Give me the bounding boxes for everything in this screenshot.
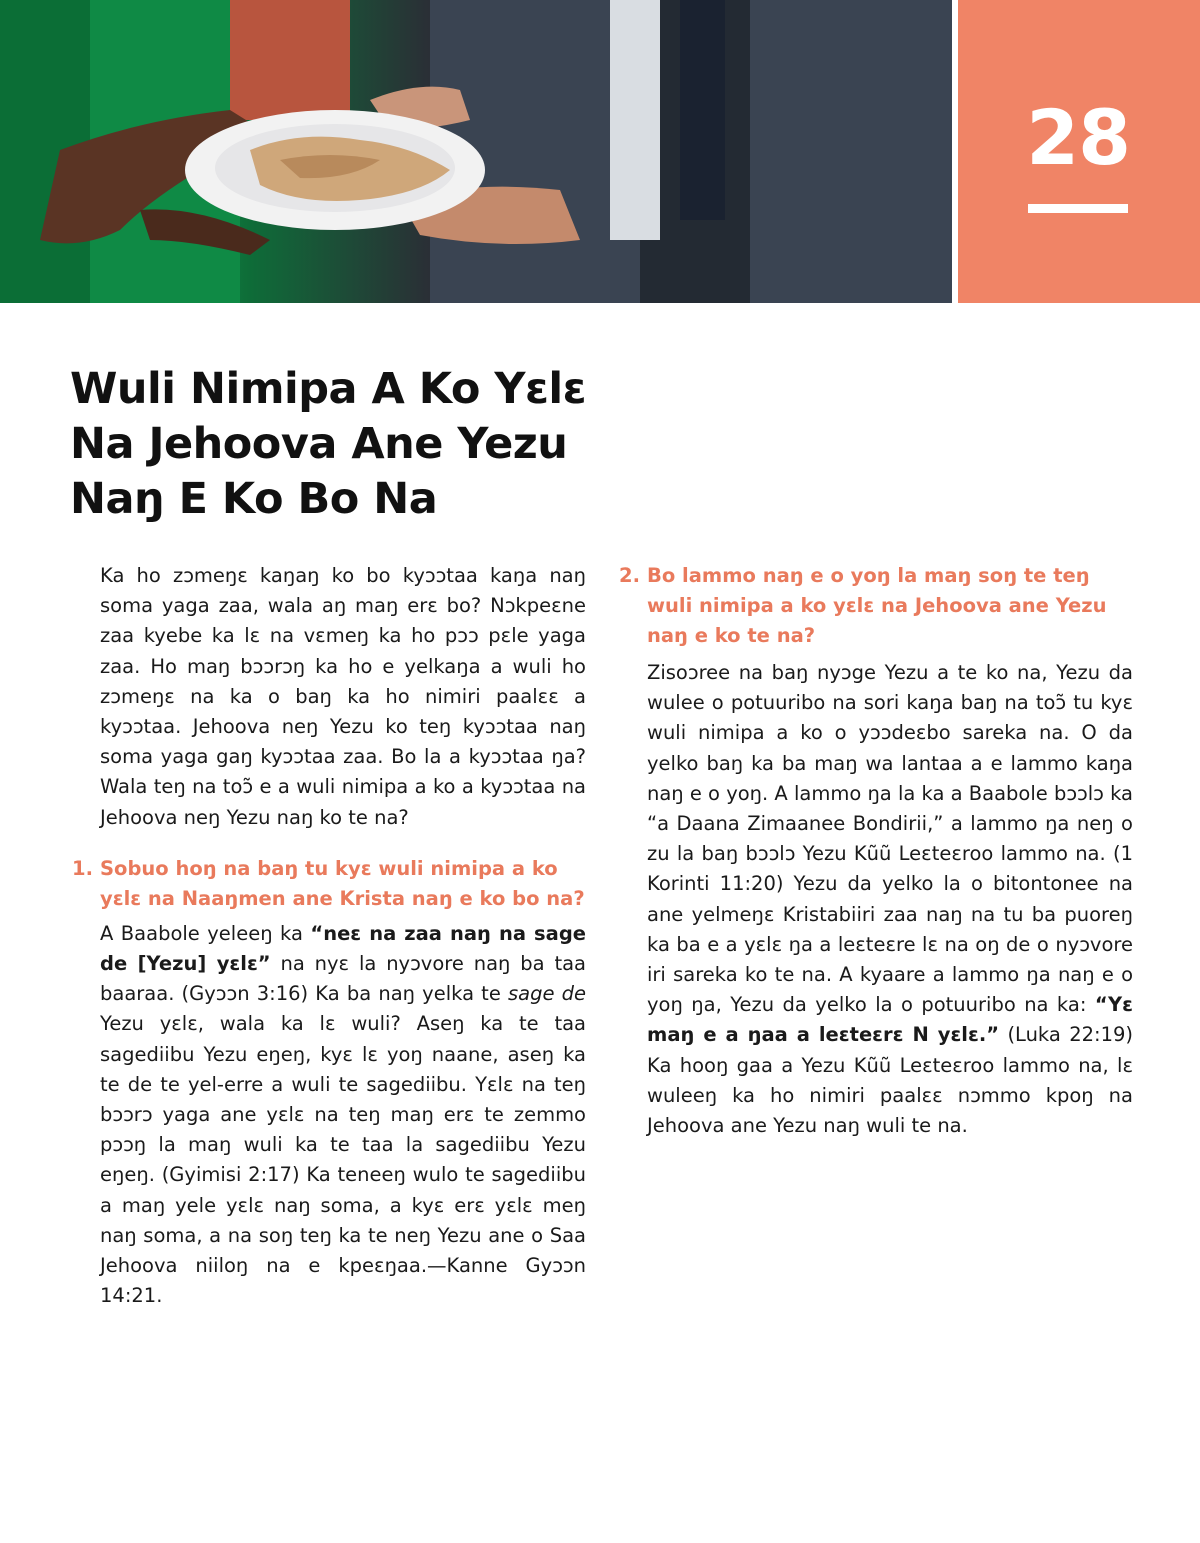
section-2-paragraph xyxy=(647,658,1133,1141)
intro-paragraph: Ka ho zɔmeŋɛ kaŋaŋ ko bo kyɔɔtaa kaŋa naŋ soma yaga zaa, wala aŋ maŋ erɛ bo? Nɔkpeɛne zaa kyebe ka lɛ na vɛmeŋ ka ho pɔɔ pɛle yaga zaa. Ho maŋ bɔɔrɔŋ ka ho e yelkaŋa a wuli ho zɔmeŋɛ na ka o baŋ ka ho nimiri paalɛɛ a kyɔɔtaa. Jehoova neŋ Yezu ko teŋ kyɔɔtaa naŋ soma yaga gaŋ kyɔɔtaa zaa. Bo la a kyɔɔtaa ŋa? Wala teŋ na toɔ̃ e a wuli nimipa a ko a kyɔɔtaa na Jehoova neŋ Yezu naŋ ko te na? xyxy=(100,564,586,829)
section-1-text-c: Yezu yɛlɛ, wala ka lɛ wuli? Aseŋ ka te taa sagediibu Yezu eŋeŋ, kyɛ lɛ yoŋ naane, aseŋ ka te de te yel-erre a wuli te sagediibu. Yɛlɛ na teŋ bɔɔrɔ yaga ane yɛlɛ na teŋ maŋ erɛ te zemmo pɔɔŋ la maŋ wuli ka te taa la sagediibu Yezu eŋeŋ. (Gyimisi 2:17) Ka teneeŋ wulo te sagediibu a maŋ yele yɛlɛ naŋ soma, a kyɛ erɛ yɛlɛ meŋ naŋ soma, a na soŋ teŋ ka te neŋ Yezu ane o Saa Jehoova niiloŋ na e kpeɛŋaa.—Kanne Gyɔɔn 14:21. xyxy=(100,1012,586,1308)
left-column xyxy=(72,561,587,1311)
section-2-question xyxy=(619,561,1133,651)
page-title xyxy=(70,362,630,527)
header-photo xyxy=(0,0,952,303)
section-1-paragraph xyxy=(100,919,586,1312)
title-line-1: Wuli Nimipa A Ko Yɛlɛ xyxy=(70,364,587,414)
section-2-text-a: Zisoɔree na baŋ nyɔge Yezu a te ko na, Yezu da wulee o potuuribo na sori kaŋa baŋ na toɔ̃ tu kyɛ wuli nimipa a ko o yɔɔdeɛbo sareka na. O da yelko baŋ ka ba maŋ wa lantaa a e lammo kaŋa naŋ e o yoŋ. A lammo ŋa la ka a Baabole bɔɔlɔ ka “a Daana Zimaanee Bondirii,” a lammo ŋa neŋ o zu la baŋ bɔɔlɔ Yezu Kũũ Leɛteɛroo lammo na. (1 Korinti 11:20) Yezu da yelko la o bitontonee na ane yelmeŋɛ Kristabiiri zaa naŋ na tu ba puoreŋ ka ba e a yɛlɛ ŋa a leɛteɛre lɛ na oŋ de o nyɔvore iri sareka ko te na. A kyaare a lammo ŋa naŋ e o yoŋ ŋa, Yezu da yelko la o potuuribo na ka: xyxy=(647,661,1133,1017)
section-2-question-text: Bo lammo naŋ e o yoŋ la maŋ soŋ te teŋ wuli nimipa a ko yɛlɛ na Jehoova ane Yezu naŋ e ko te na? xyxy=(647,564,1107,647)
chapter-number: 28 xyxy=(1026,93,1130,182)
section-2-text-b: (Luka 22:19) Ka hooŋ gaa a Yezu Kũũ Leɛteɛroo lammo na, lɛ wuleeŋ ka ho nimiri paalɛɛ nɔmmo kpoŋ na Jehoova ane Yezu naŋ wuli te na. xyxy=(647,1023,1133,1138)
section-1-number: 1. xyxy=(72,856,93,880)
chapter-rule xyxy=(1028,204,1128,213)
right-column xyxy=(619,561,1133,1141)
section-1-emphasis: sage de xyxy=(507,982,587,1006)
photo-illustration xyxy=(0,0,952,303)
section-1-quote: “neɛ na zaa naŋ na sage de [Yezu] yɛlɛ” xyxy=(100,921,587,976)
section-1-question-text: Sobuo hoŋ na baŋ tu kyɛ wuli nimipa a ko yɛlɛ na Naaŋmen ane Krista naŋ e ko bo na? xyxy=(100,856,585,910)
section-2-number: 2. xyxy=(619,564,640,587)
section-2-quote: “Yɛ maŋ e a ŋaa a leɛteɛrɛ N yɛlɛ.” xyxy=(647,993,1133,1047)
section-1-text-b: na nyɛ la nyɔvore naŋ ba taa baaraa. (Gyɔɔn 3:16) Ka ba naŋ yelka te xyxy=(100,952,586,1006)
chapter-tab xyxy=(958,0,1200,303)
title-line-3: Naŋ E Ko Bo Na xyxy=(70,474,438,524)
title-line-2: Na Jehoova Ane Yezu xyxy=(70,419,568,469)
section-1-question xyxy=(72,854,586,914)
section-1-text-a: A Baabole yeleeŋ ka xyxy=(100,921,311,945)
